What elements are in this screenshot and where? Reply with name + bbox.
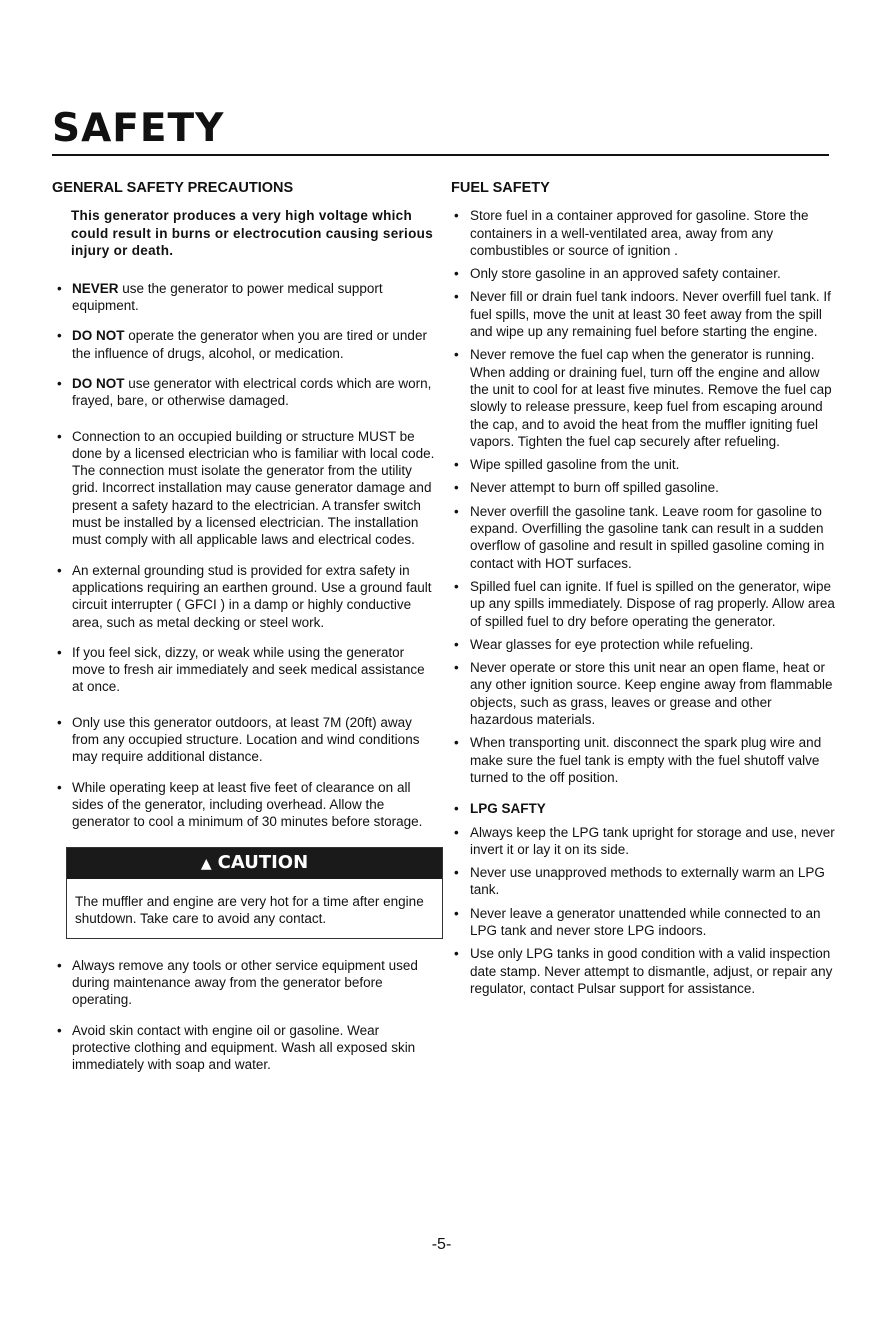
item-text: Never fill or drain fuel tank indoors. Never overfill fuel tank. If fuel spills, move the unit at least 30 feet away from the spill and wipe up any remaining fuel before starting the engine. xyxy=(470,289,831,340)
item-text: Never leave a generator unattended while connected to an LPG tank and never store LPG indoors. xyxy=(470,905,821,938)
item-text: Never attempt to burn off spilled gasoline. xyxy=(470,480,719,496)
item-lead: DO NOT xyxy=(72,375,125,391)
caution-text: The muffler and engine are very hot for a time after engine shutdown. Take care to avoid any contact. xyxy=(75,893,424,927)
item-text: Wear glasses for eye protection while refueling. xyxy=(470,636,754,652)
item-text: While operating keep at least five feet of clearance on all sides of the generator, including overhead. Allow the generator to cool a minimum of 30 minutes before storage. xyxy=(72,779,423,830)
item-text: An external grounding stud is provided for extra safety in applications requiring an earthen ground. Use a ground fault circuit interrupter ( GFCI ) in a damp or highly conductive area, such as metal decking or steel work. xyxy=(72,562,432,630)
list-item xyxy=(451,265,836,282)
list-item xyxy=(52,327,435,362)
item-lead: DO NOT xyxy=(72,328,125,344)
list-item xyxy=(52,714,435,766)
general-safety-column xyxy=(52,180,435,1087)
caution-header xyxy=(67,848,442,879)
list-item xyxy=(451,346,836,450)
list-item xyxy=(52,375,435,410)
item-text: Only use this generator outdoors, at least 7M (20ft) away from any occupied structure. Location and wind conditions may require additional distance. xyxy=(72,714,420,765)
lpg-heading xyxy=(451,800,836,817)
item-lead: NEVER xyxy=(72,280,119,296)
item-text: Always remove any tools or other service equipment used during maintenance away from the generator before operating. xyxy=(72,957,418,1008)
list-item xyxy=(451,503,836,572)
fuel-safety-heading: FUEL SAFETY xyxy=(451,180,550,196)
item-text: If you feel sick, dizzy, or weak while using the generator move to fresh air immediately and seek medical assistance at once. xyxy=(72,644,425,695)
list-item xyxy=(451,288,836,340)
item-text: Store fuel in a container approved for gasoline. Store the containers in a well-ventilated area, away from any combustibles or source of ignition . xyxy=(470,208,809,258)
item-text: Never use unapproved methods to externally warm an LPG tank. xyxy=(470,865,825,898)
item-text: Never remove the fuel cap when the generator is running. When adding or draining fuel, turn off the engine and allow the unit to cool for at least five minutes. Remove the fuel cap slowly to release pressure, keep fuel from escaping around the cap, and to avoid the heat from the muffler igniting fuel vapors. Tighten the fuel cap securely after refueling. xyxy=(470,347,832,449)
lpg-heading-text: LPG SAFTY xyxy=(470,801,546,817)
caution-box xyxy=(66,847,443,939)
title-divider xyxy=(52,154,829,156)
item-text: use generator with electrical cords which are worn, frayed, bare, or otherwise damaged. xyxy=(72,375,432,409)
list-item xyxy=(451,945,836,997)
item-text: Wipe spilled gasoline from the unit. xyxy=(470,457,680,473)
list-item xyxy=(451,636,836,653)
list-item xyxy=(52,644,435,696)
list-item xyxy=(451,578,836,630)
item-text: Only store gasoline in an approved safety container. xyxy=(470,266,781,282)
item-text: use the generator to power medical support equipment. xyxy=(72,280,383,314)
item-text: Never overfill the gasoline tank. Leave room for gasoline to expand. Overfilling the gasoline tank can result in a sudden overflow of gasoline and result in spilled gasoline coming in contact with HOT surfaces. xyxy=(470,503,825,571)
list-item xyxy=(451,207,836,259)
list-item xyxy=(451,479,836,496)
warning-triangle-icon: ▲ xyxy=(200,855,212,872)
item-text: Avoid skin contact with engine oil or gasoline. Wear protective clothing and equipment. Wash all exposed skin immediately with soap and water. xyxy=(72,1022,416,1073)
high-voltage-warning: This generator produces a very high voltage which could result in burns or electrocution causing serious injury or death. xyxy=(71,208,434,259)
list-item xyxy=(52,957,435,1009)
list-item xyxy=(451,824,836,859)
list-item xyxy=(52,428,435,549)
page-number: -5- xyxy=(431,1236,452,1253)
page-title: SAFETY xyxy=(52,106,225,151)
list-item xyxy=(52,280,435,315)
item-text: Use only LPG tanks in good condition with a valid inspection date stamp. Never attempt to dismantle, adjust, or repair any regulator, contact Pulsar support for assistance. xyxy=(470,946,833,996)
item-text: Always keep the LPG tank upright for storage and use, never invert it or lay it on its side. xyxy=(470,824,835,857)
general-safety-heading: GENERAL SAFETY PRECAUTIONS xyxy=(52,180,294,196)
item-text: Spilled fuel can ignite. If fuel is spilled on the generator, wipe up any spills immediately. Dispose of rag properly. Allow area of spilled fuel to dry before operating the generator. xyxy=(470,578,835,629)
list-item xyxy=(52,562,435,631)
item-text: Never operate or store this unit near an open flame, heat or any other ignition source. Keep engine away from flammable objects, such as grass, leaves or grease and other hazardous materials. xyxy=(470,660,833,728)
list-item xyxy=(52,1022,435,1074)
list-item xyxy=(451,905,836,940)
fuel-safety-column xyxy=(451,180,836,1003)
list-item xyxy=(451,456,836,473)
item-text: When transporting unit. disconnect the spark plug wire and make sure the fuel tank is empty with the fuel shutoff valve turned to the off position. xyxy=(470,735,822,785)
list-item xyxy=(451,659,836,728)
item-text: operate the generator when you are tired or under the influence of drugs, alcohol, or medication. xyxy=(72,328,427,361)
list-item xyxy=(451,864,836,899)
list-item xyxy=(451,734,836,786)
list-item xyxy=(52,779,435,831)
caution-label: CAUTION xyxy=(217,851,309,873)
item-text: Connection to an occupied building or structure MUST be done by a licensed electrician who is familiar with local code. The connection must isolate the generator from the utility grid. Incorrect installation may cause generator damage and present a safety hazard to the electrician. A transfer switch must be installed by a licensed electrician. The installation must comply with all applicable laws and electrical codes. xyxy=(72,428,435,548)
